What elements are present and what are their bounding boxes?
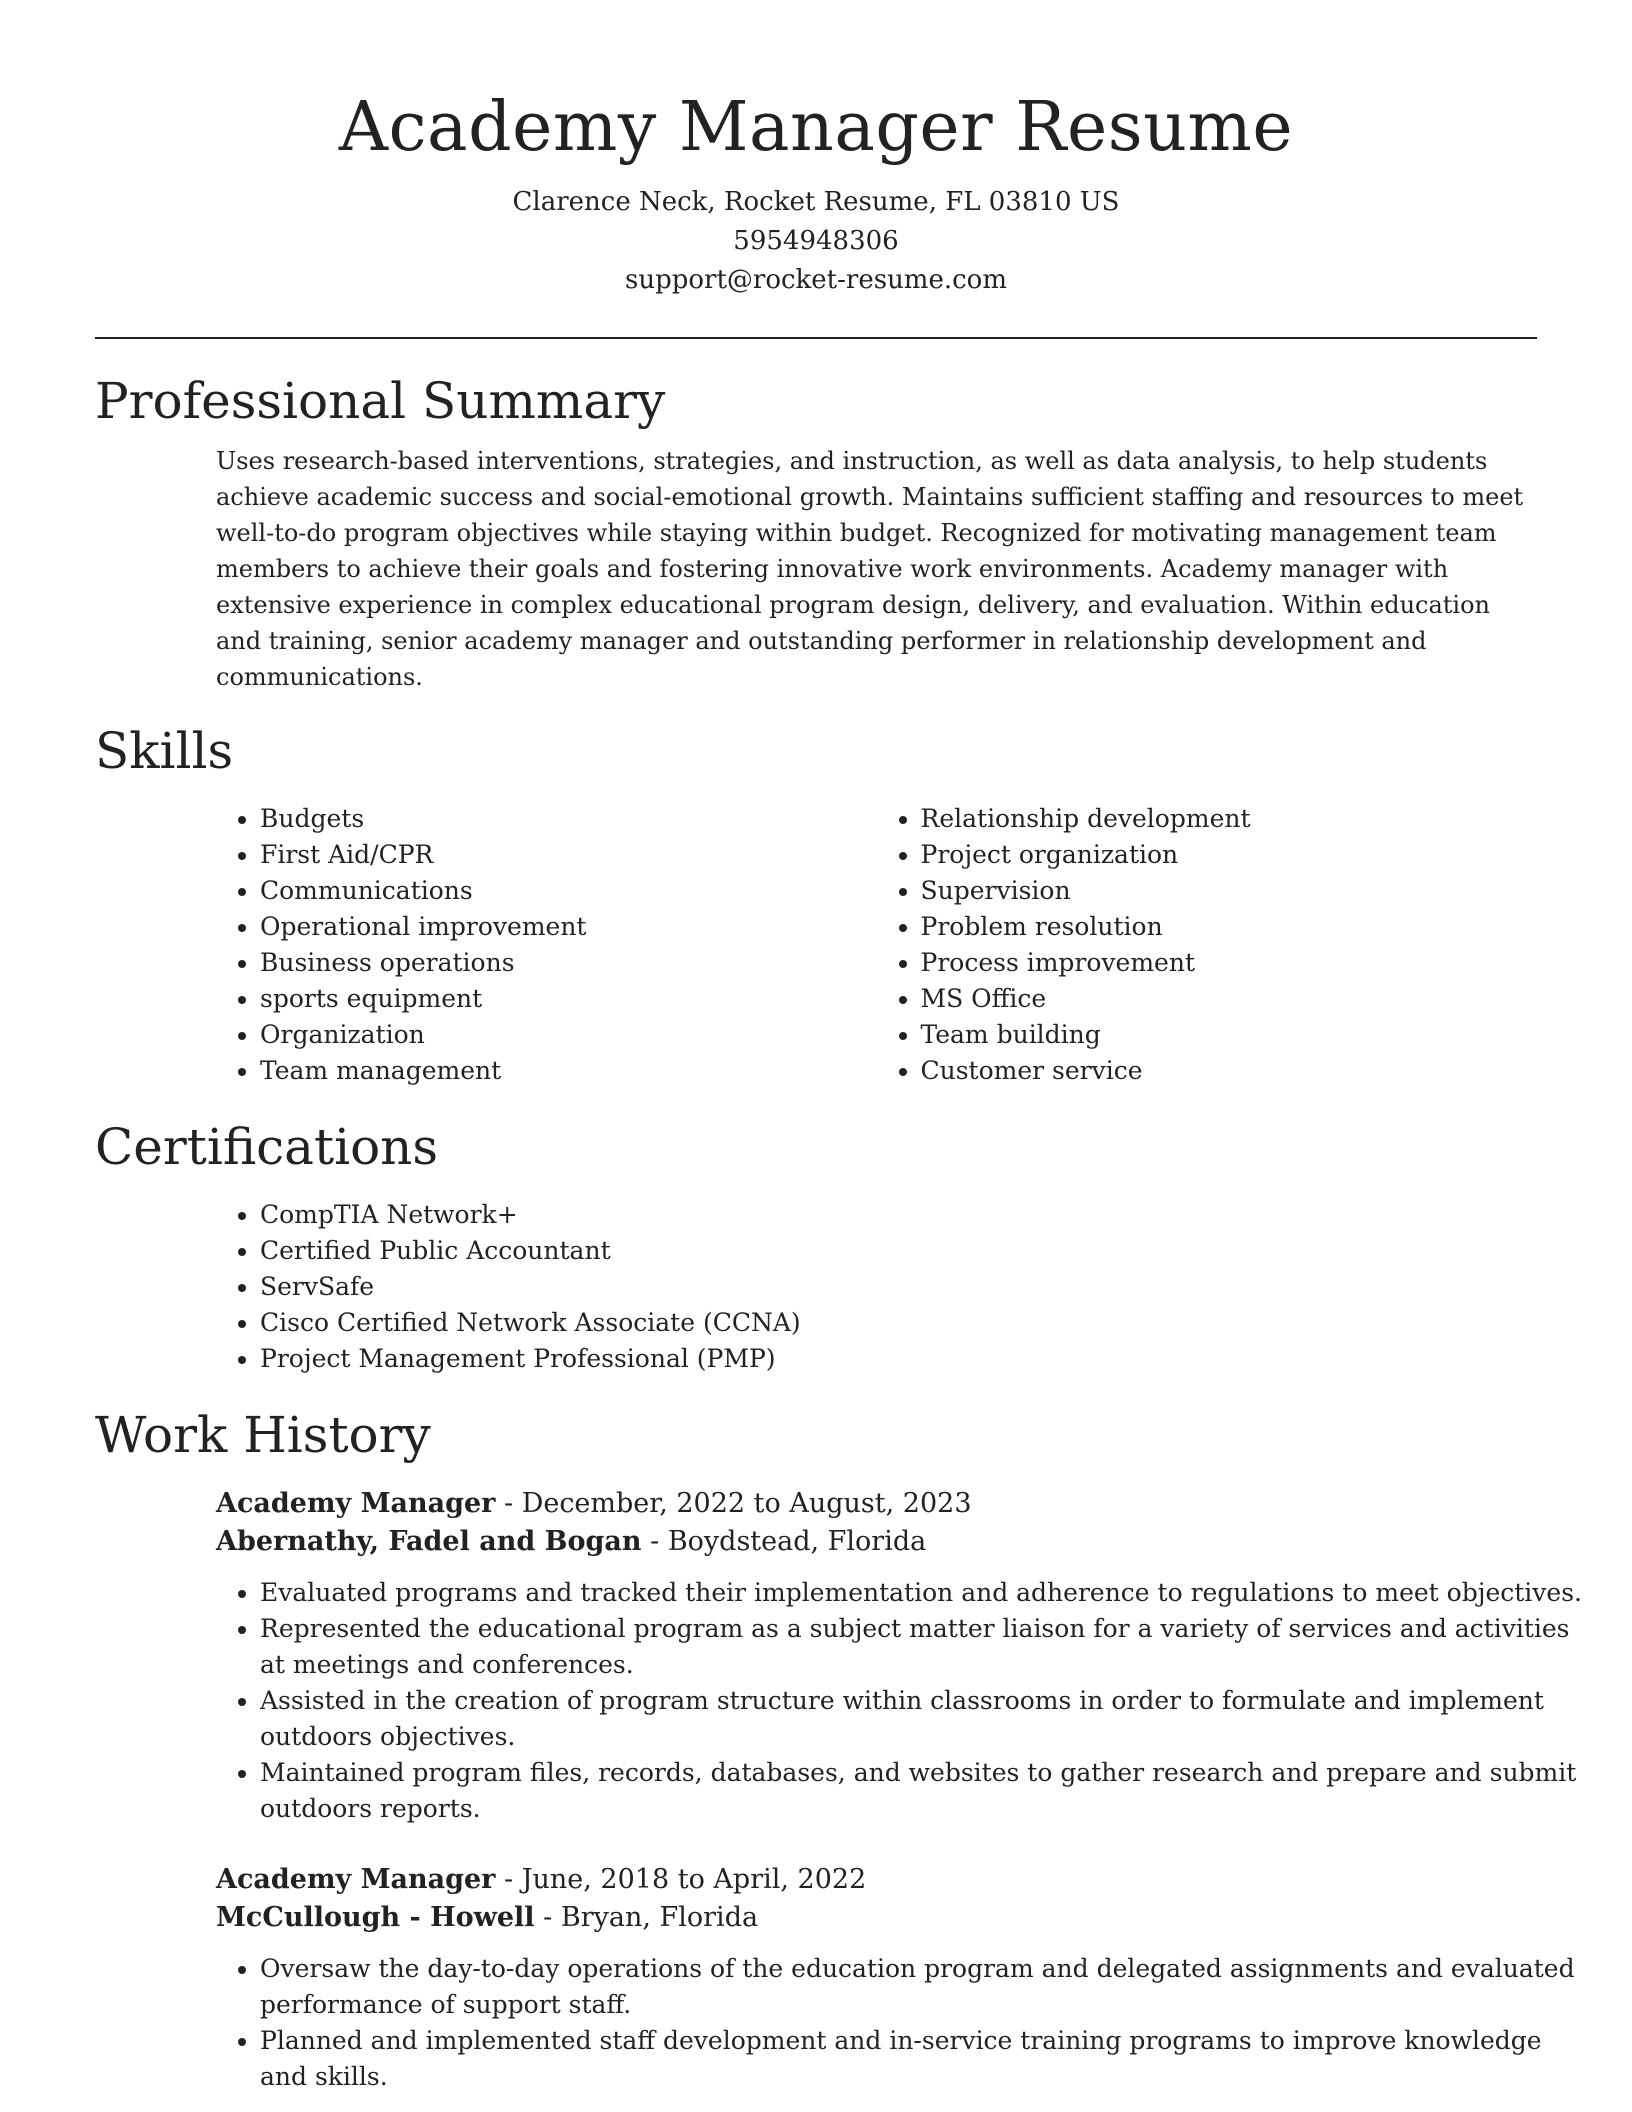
job-entry bbox=[216, 1861, 1575, 2095]
job-bullet: • Evaluated programs and tracked their implementation and adherence to regulations to meet objectives. bbox=[260, 1575, 1590, 1611]
section-title-certifications: Certifications bbox=[95, 1118, 439, 1176]
job-dates: June, 2018 to April, 2022 bbox=[521, 1864, 867, 1895]
skill-item: • Project organization bbox=[921, 837, 1538, 873]
skill-item: • First Aid/CPR bbox=[260, 837, 877, 873]
separator: - bbox=[534, 1902, 561, 1933]
header-divider bbox=[95, 337, 1537, 339]
skill-item: • Customer service bbox=[921, 1053, 1538, 1089]
job-location: Bryan, Florida bbox=[560, 1902, 759, 1933]
job-company-line bbox=[216, 1899, 1537, 1937]
skill-item: • Business operations bbox=[260, 945, 877, 981]
summary-section bbox=[95, 371, 1537, 695]
certification-item: • CompTIA Network+ bbox=[260, 1197, 1537, 1233]
certifications-list bbox=[216, 1197, 1537, 1377]
job-company-line bbox=[216, 1523, 1537, 1561]
job-bullets bbox=[216, 1951, 1590, 2095]
resume-title: Academy Manager Resume bbox=[338, 88, 1294, 167]
skill-item: • MS Office bbox=[921, 981, 1538, 1017]
resume-header bbox=[95, 0, 1537, 300]
skills-list-left bbox=[216, 801, 877, 1089]
contact-email: support@rocket-resume.com bbox=[624, 265, 1007, 295]
job-dates: December, 2022 to August, 2023 bbox=[521, 1488, 972, 1519]
skill-item: • Team building bbox=[921, 1017, 1538, 1053]
separator: - bbox=[641, 1526, 668, 1557]
section-title-summary: Professional Summary bbox=[95, 372, 666, 430]
skills-section bbox=[95, 721, 1537, 1089]
skill-item: • Communications bbox=[260, 873, 877, 909]
resume-page bbox=[95, 0, 1582, 2095]
contact-phone: 5954948306 bbox=[733, 226, 899, 256]
skill-item: • Budgets bbox=[260, 801, 877, 837]
job-location: Boydstead, Florida bbox=[667, 1526, 927, 1557]
skills-list-right bbox=[877, 801, 1538, 1089]
skill-item: • sports equipment bbox=[260, 981, 877, 1017]
skill-item: • Process improvement bbox=[921, 945, 1538, 981]
skill-item: • Relationship development bbox=[921, 801, 1538, 837]
contact-info bbox=[95, 183, 1537, 300]
job-company: McCullough - Howell bbox=[216, 1902, 535, 1933]
job-entry bbox=[216, 1485, 1582, 1827]
job-bullet: • Maintained program files, records, databases, and websites to gather research and prepare and submit outdoors reports. bbox=[260, 1755, 1590, 1827]
separator: - bbox=[495, 1864, 522, 1895]
skill-item: • Organization bbox=[260, 1017, 877, 1053]
section-title-work-history: Work History bbox=[95, 1406, 431, 1464]
job-heading bbox=[216, 1861, 1537, 1899]
job-role: Academy Manager bbox=[216, 1488, 496, 1519]
job-heading bbox=[216, 1485, 1537, 1523]
summary-text: Uses research-based interventions, strategies, and instruction, as well as data analysis, to help students achieve academic success and social-emotional growth. Maintains sufficient staffing and resources to meet well-to-do program objectives while staying within budget. Recognized for motivating management team members to achieve their goals and fostering innovative work environments. Academy manager with extensive experience in complex educational program design, delivery, and evaluation. Within education and training, senior academy manager and outstanding performer in relationship development and communications. bbox=[216, 447, 1524, 691]
job-company: Abernathy, Fadel and Bogan bbox=[216, 1526, 642, 1557]
job-bullet: • Planned and implemented staff development and in-service training programs to improve knowledge and skills. bbox=[260, 2023, 1590, 2095]
job-bullet: • Represented the educational program as a subject matter liaison for a variety of services and activities at meetings and conferences. bbox=[260, 1611, 1590, 1683]
skill-item: • Operational improvement bbox=[260, 909, 877, 945]
certification-item: • Cisco Certified Network Associate (CCNA) bbox=[260, 1305, 1537, 1341]
certification-item: • ServSafe bbox=[260, 1269, 1537, 1305]
job-role: Academy Manager bbox=[216, 1864, 496, 1895]
section-title-skills: Skills bbox=[95, 722, 234, 780]
skill-item: • Supervision bbox=[921, 873, 1538, 909]
certification-item: • Project Management Professional (PMP) bbox=[260, 1341, 1537, 1377]
skills-columns bbox=[216, 801, 1537, 1089]
contact-address: Clarence Neck, Rocket Resume, FL 03810 US bbox=[512, 187, 1120, 217]
certification-item: • Certified Public Accountant bbox=[260, 1233, 1537, 1269]
job-bullet: • Oversaw the day-to-day operations of the education program and delegated assignments and evaluated performance of support staff. bbox=[260, 1951, 1590, 2023]
skill-item: • Team management bbox=[260, 1053, 877, 1089]
separator: - bbox=[495, 1488, 522, 1519]
skill-item: • Problem resolution bbox=[921, 909, 1538, 945]
work-history-section bbox=[95, 1405, 1582, 2095]
job-bullets bbox=[216, 1575, 1590, 1827]
job-bullet: • Assisted in the creation of program structure within classrooms in order to formulate and implement outdoors objectives. bbox=[260, 1683, 1590, 1755]
certifications-section bbox=[95, 1117, 1537, 1377]
